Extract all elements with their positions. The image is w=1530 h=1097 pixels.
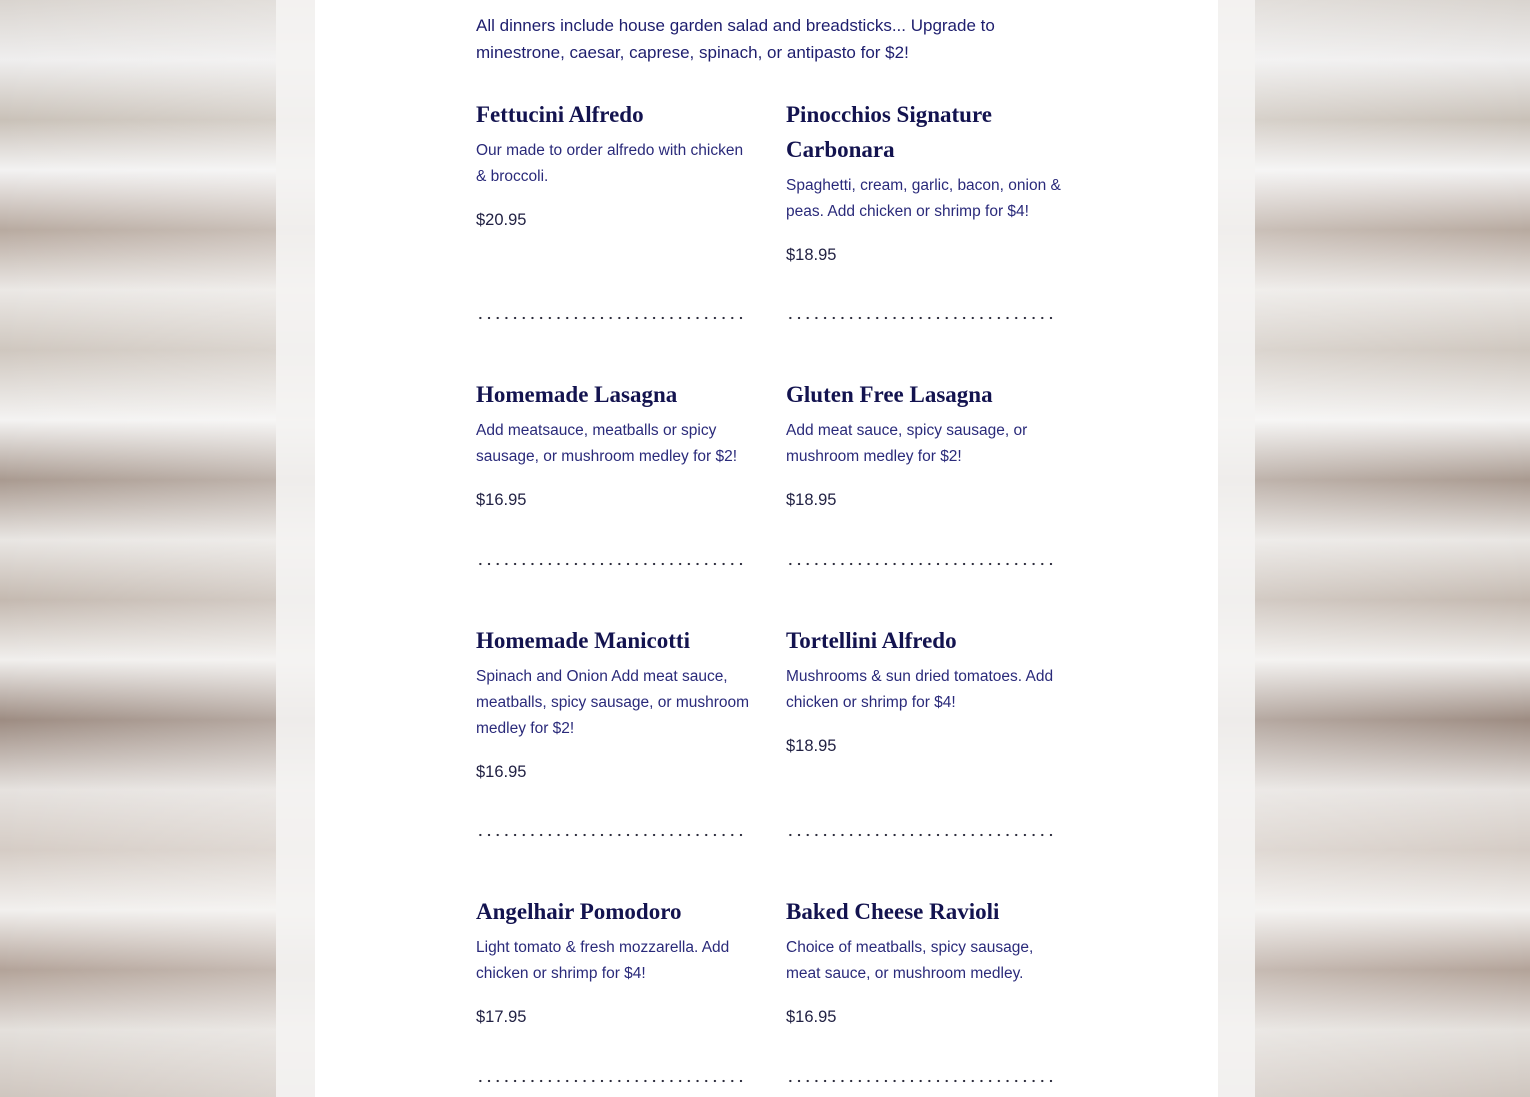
menu-item-name: Fettucini Alfredo (476, 102, 644, 127)
menu-item-name: Homemade Lasagna (476, 382, 678, 407)
menu-item-name: Pinocchios Signature Carbonara (786, 102, 992, 162)
menu-item-description: Add meatsauce, meatballs or spicy sausage, or mushroom medley for $2! (476, 422, 738, 465)
menu-item-description: Choice of meatballs, spicy sausage, meat sauce, or mushroom medley. (786, 939, 1034, 982)
menu-item-price: $16.95 (476, 491, 527, 509)
menu-item-price: $20.95 (476, 211, 527, 229)
dotted-divider (786, 316, 1056, 320)
panel-border-left (276, 0, 315, 1097)
background-image-right (1255, 0, 1530, 1097)
menu-item-description: Add meat sauce, spicy sausage, or mushroom medley for $2! (786, 422, 1028, 465)
menu-item (786, 623, 1061, 758)
background-image-left (0, 0, 276, 1097)
dotted-divider (476, 316, 746, 320)
menu-item-price: $18.95 (786, 246, 837, 264)
menu-item (786, 97, 1061, 267)
menu-item-price: $16.95 (476, 763, 527, 781)
dotted-divider (476, 833, 746, 837)
menu-item-description: Mushrooms & sun dried tomatoes. Add chicken or shrimp for $4! (786, 668, 1054, 711)
menu-item-name: Angelhair Pomodoro (476, 899, 682, 924)
menu-item-description: Spinach and Onion Add meat sauce, meatballs, spicy sausage, or mushroom medley for $2! (476, 668, 750, 737)
menu-item (786, 894, 1061, 1029)
menu-item (476, 894, 751, 1029)
menu-item (476, 623, 751, 784)
menu-item-price: $18.95 (786, 737, 837, 755)
menu-item-name: Homemade Manicotti (476, 628, 690, 653)
menu-item-name: Tortellini Alfredo (786, 628, 957, 653)
menu-item (786, 377, 1061, 512)
menu-item (476, 97, 751, 232)
dotted-divider (476, 1079, 746, 1083)
menu-item-name: Gluten Free Lasagna (786, 382, 993, 407)
dotted-divider (476, 562, 746, 566)
menu-item-description: Light tomato & fresh mozzarella. Add chicken or shrimp for $4! (476, 939, 730, 982)
dotted-divider (786, 833, 1056, 837)
menu-item-price: $18.95 (786, 491, 837, 509)
menu-item-description: Spaghetti, cream, garlic, bacon, onion & peas. Add chicken or shrimp for $4! (786, 177, 1061, 220)
panel-border-right (1218, 0, 1255, 1097)
menu-item-price: $17.95 (476, 1008, 527, 1026)
dotted-divider (786, 562, 1056, 566)
menu-item (476, 377, 751, 512)
menu-item-description: Our made to order alfredo with chicken & broccoli. (476, 142, 744, 185)
dotted-divider (786, 1079, 1056, 1083)
menu-item-price: $16.95 (786, 1008, 837, 1026)
menu-panel (315, 0, 1218, 1097)
menu-intro-text: All dinners include house garden salad and breadsticks... Upgrade to minestrone, caesar, caprese, spinach, or antipasto for $2! (476, 16, 995, 62)
menu-item-name: Baked Cheese Ravioli (786, 899, 1000, 924)
